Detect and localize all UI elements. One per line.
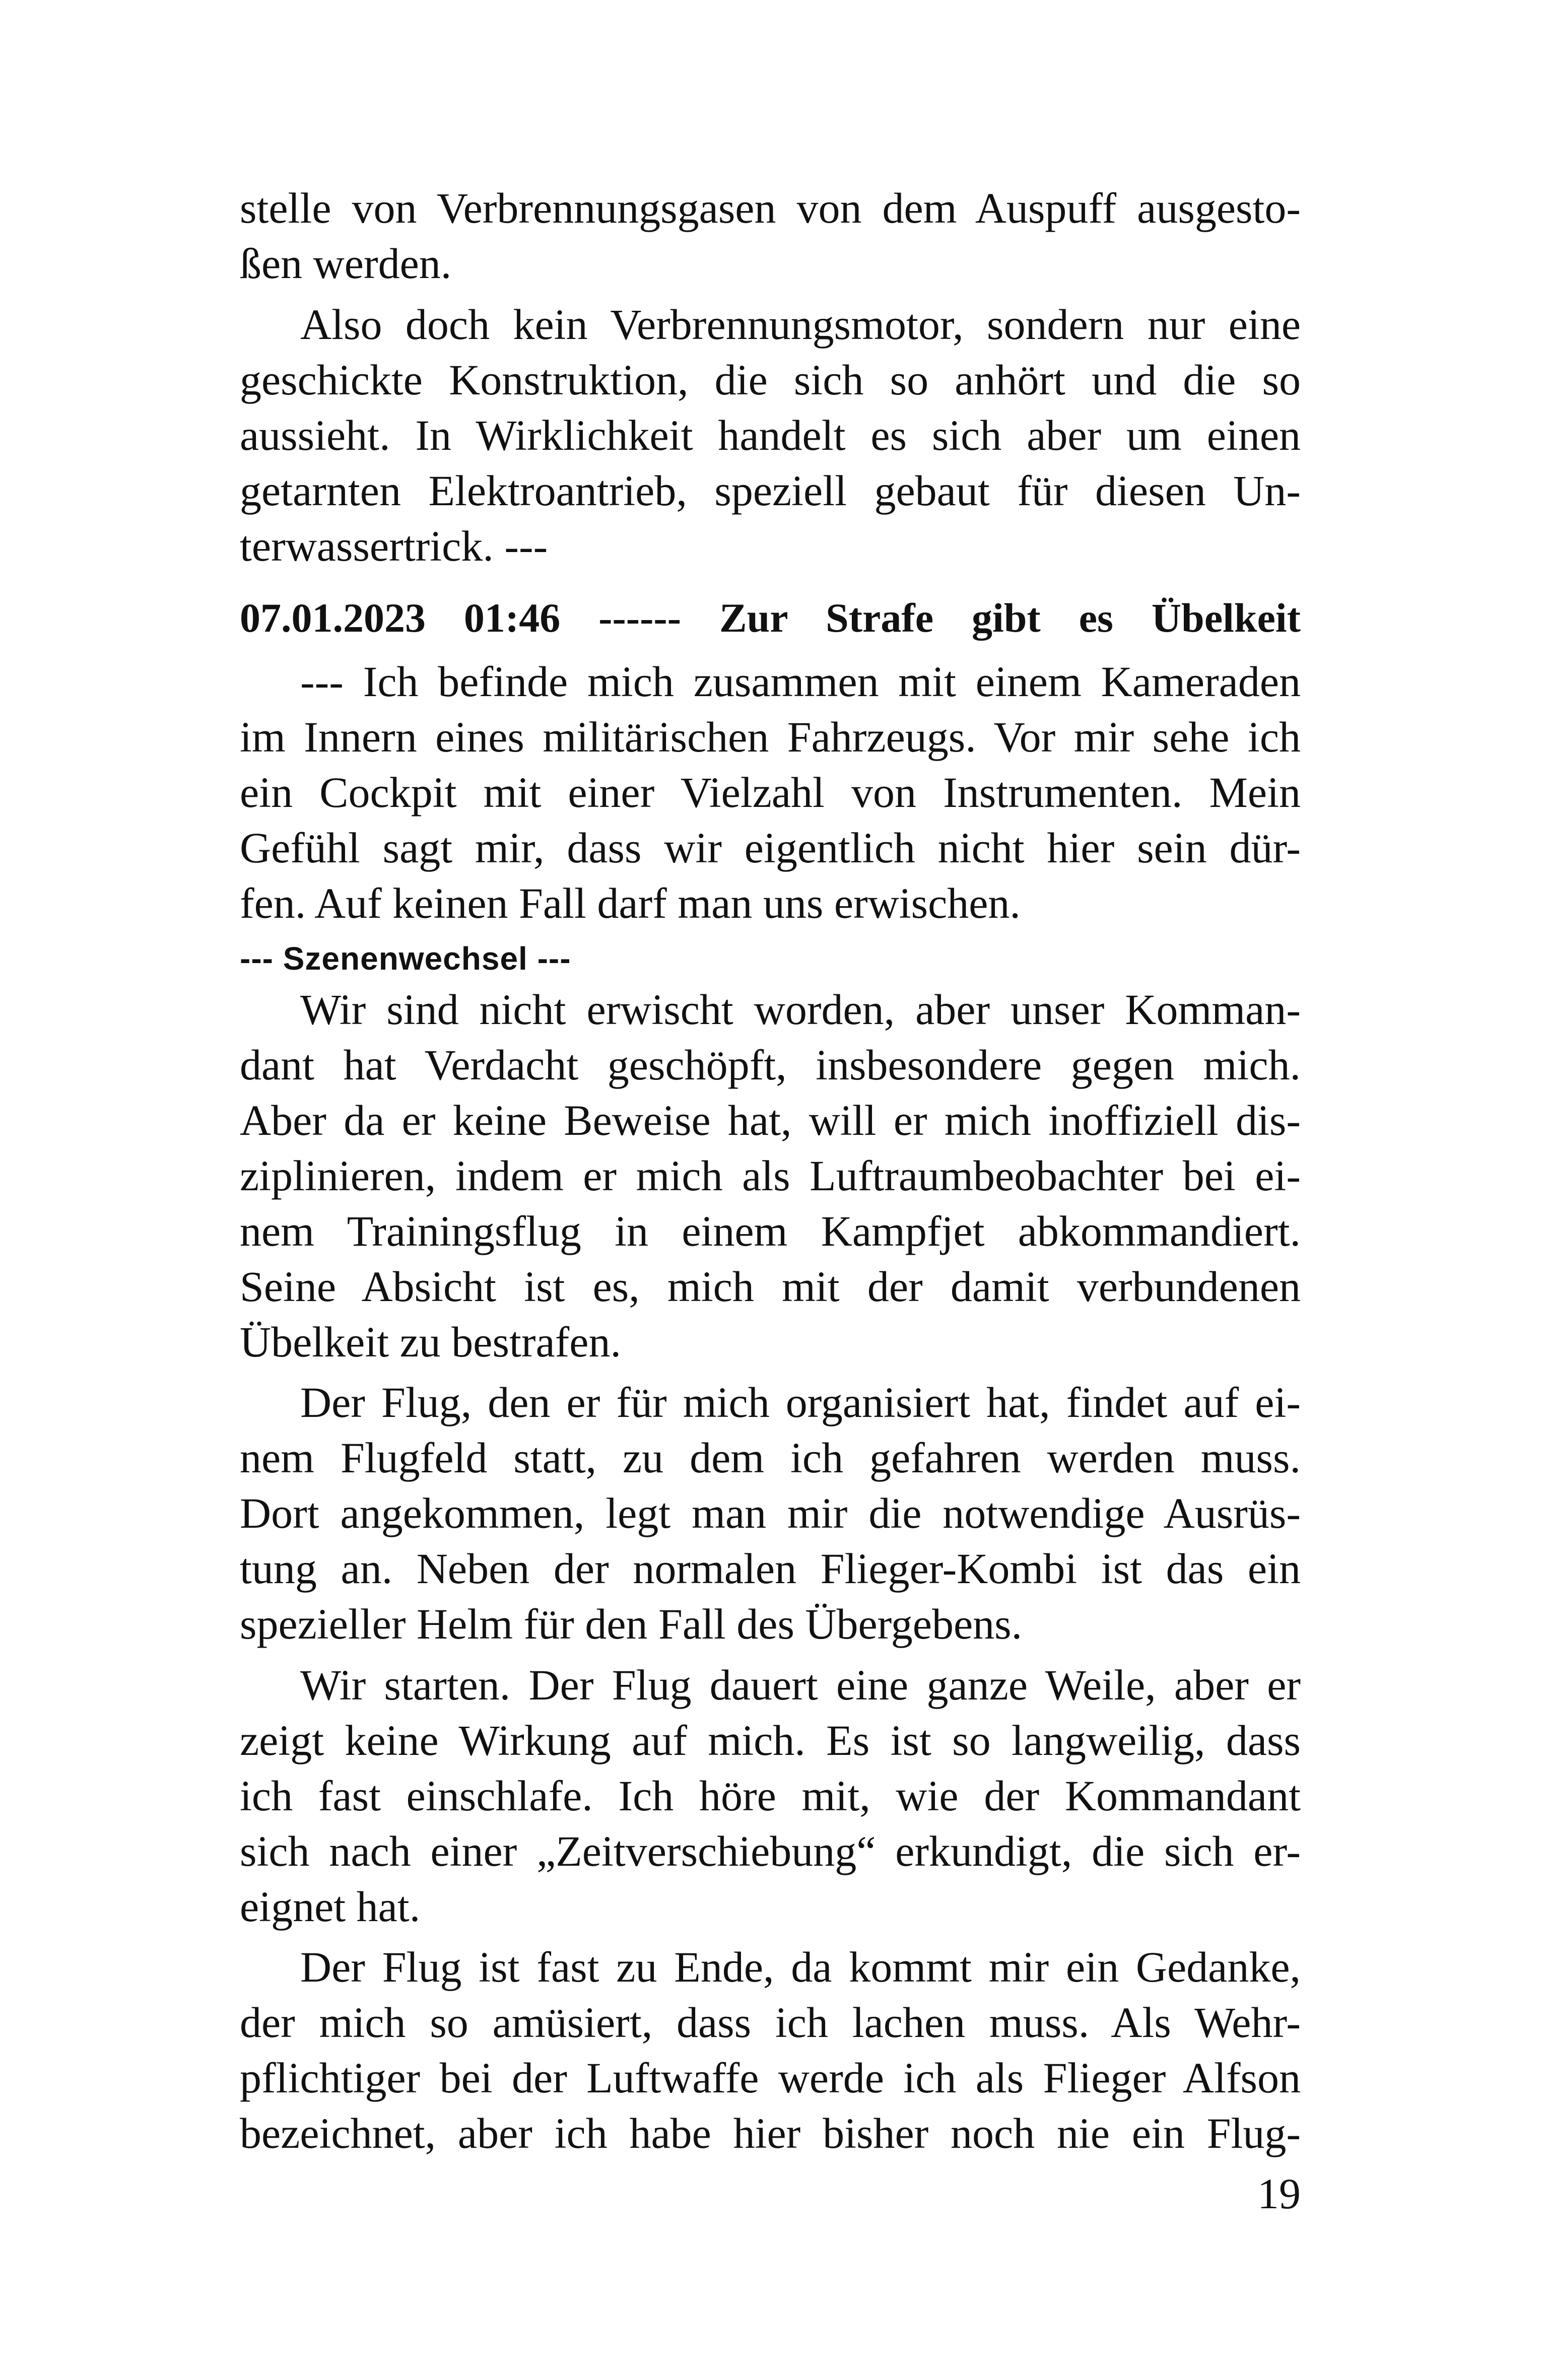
text-line: im Innern eines militärischen Fahrzeugs. Vor mir sehe ich xyxy=(240,713,1301,761)
text-line: aussieht. In Wirklichkeit handelt es sich aber um einen xyxy=(240,411,1301,459)
text-line: der mich so amüsiert, dass ich lachen muss. Als Wehr- xyxy=(240,1998,1301,2047)
text-line: eignet hat. xyxy=(240,1882,421,1931)
text-line: ich fast einschlafe. Ich höre mit, wie der Kommandant xyxy=(240,1772,1301,1820)
text-line: spezieller Helm für den Fall des Übergebens. xyxy=(240,1600,1023,1648)
text-line: Gefühl sagt mir, dass wir eigentlich nicht hier sein dür- xyxy=(240,824,1301,872)
text-line: terwassertrick. --- xyxy=(240,522,548,570)
text-line: ßen werden. xyxy=(240,239,452,288)
text-line: bezeichnet, aber ich habe hier bisher noch nie ein Flug- xyxy=(240,2109,1301,2157)
text-line: pflichtiger bei der Luftwaffe werde ich als Flieger Alfson xyxy=(240,2054,1301,2102)
text-line: Der Flug, den er für mich organisiert hat, findet auf ei- xyxy=(300,1378,1301,1426)
text-line: ziplinieren, indem er mich als Luftraumbeobachter bei ei- xyxy=(240,1151,1301,1200)
text-line: tung an. Neben der normalen Flieger-Kombi ist das ein xyxy=(240,1544,1301,1593)
text-line: ein Cockpit mit einer Vielzahl von Instrumenten. Mein xyxy=(240,768,1301,817)
text-line: geschickte Konstruktion, die sich so anhört und die so xyxy=(240,356,1301,404)
text-line: Der Flug ist fast zu Ende, da kommt mir ein Gedanke, xyxy=(300,1943,1301,1991)
text-line: fen. Auf keinen Fall darf man uns erwischen. xyxy=(240,879,1021,927)
text-line: --- Ich befinde mich zusammen mit einem Kameraden xyxy=(300,657,1301,706)
text-line: nem Trainingsflug in einem Kampfjet abkommandiert. xyxy=(240,1207,1301,1255)
text-line: Seine Absicht ist es, mich mit der damit verbundenen xyxy=(240,1262,1301,1311)
text-line: getarnten Elektroantrieb, speziell gebaut für diesen Un- xyxy=(240,466,1301,515)
text-line: sich nach einer „Zeitverschiebung“ erkundigt, die sich er- xyxy=(240,1827,1301,1875)
text-line: Übelkeit zu bestrafen. xyxy=(240,1318,621,1366)
text-line: Wir starten. Der Flug dauert eine ganze Weile, aber er xyxy=(300,1661,1301,1709)
entry-heading: 07.01.2023 01:46 ------ Zur Strafe gibt es Übelkeit xyxy=(240,595,1301,641)
text-line: Wir sind nicht erwischt worden, aber unser Komman- xyxy=(300,985,1301,1034)
text-line: nem Flugfeld statt, zu dem ich gefahren werden muss. xyxy=(240,1434,1301,1482)
page-number: 19 xyxy=(1257,2169,1301,2218)
text-line: Also doch kein Verbrennungsmotor, sondern nur eine xyxy=(300,300,1301,349)
text-line: stelle von Verbrennungsgasen von dem Auspuff ausgesto- xyxy=(240,184,1301,232)
text-line: dant hat Verdacht geschöpft, insbesondere gegen mich. xyxy=(240,1041,1301,1089)
text-line: zeigt keine Wirkung auf mich. Es ist so langweilig, dass xyxy=(240,1716,1301,1764)
text-line: Dort angekommen, legt man mir die notwendige Ausrüs- xyxy=(240,1489,1301,1537)
scene-change-marker: --- Szenenwechsel --- xyxy=(240,940,571,977)
text-line: Aber da er keine Beweise hat, will er mich inoffiziell dis- xyxy=(240,1096,1301,1144)
